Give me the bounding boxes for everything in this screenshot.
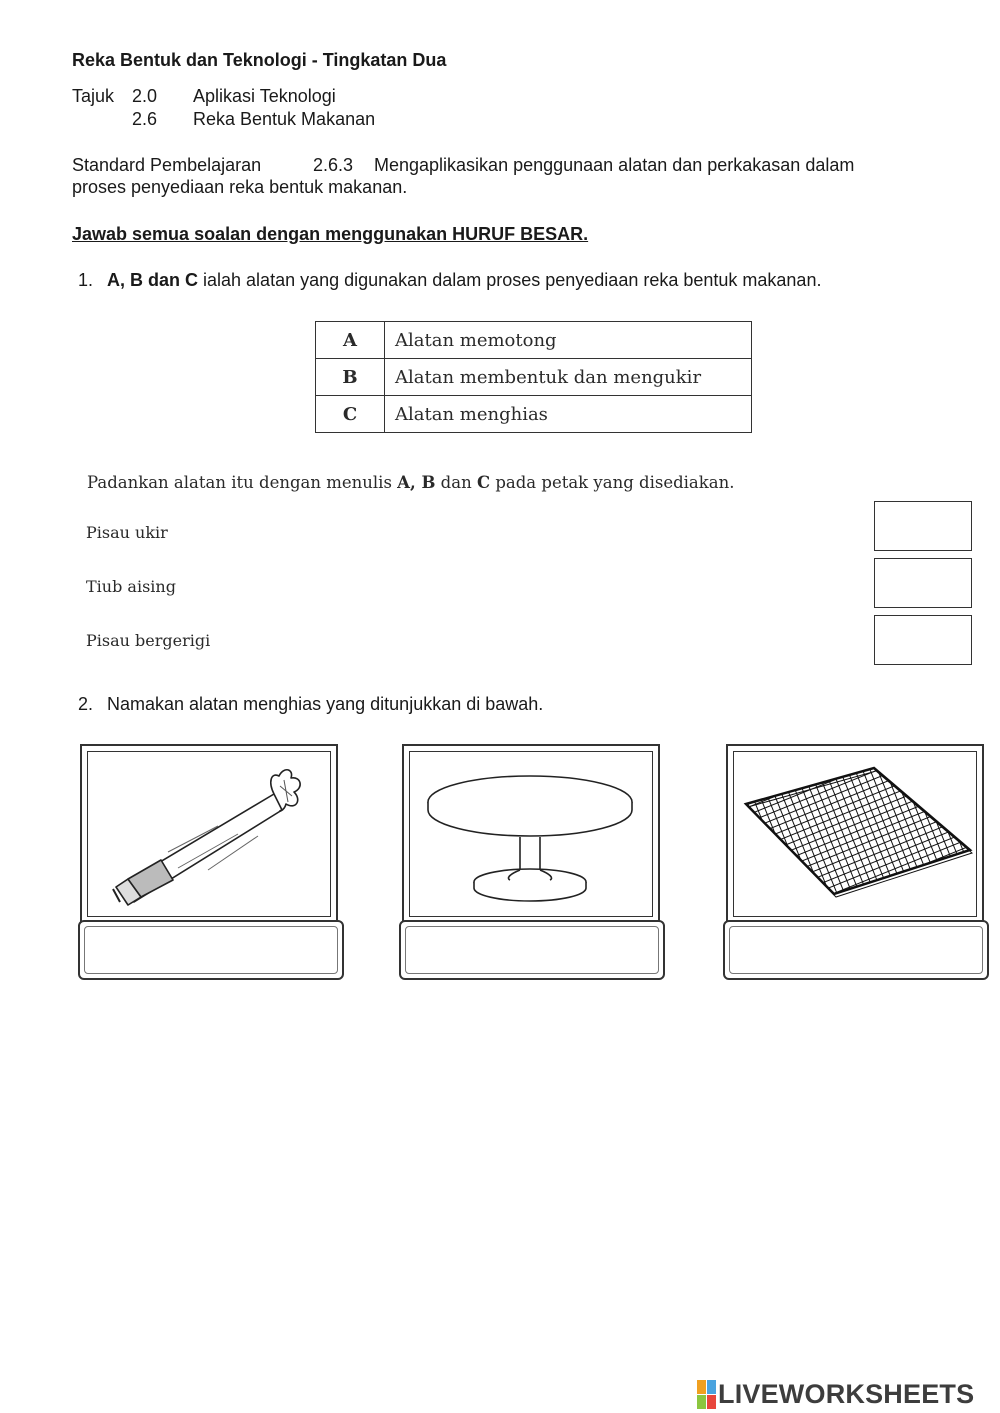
match-instruction-part: dan — [435, 473, 477, 492]
q1-number: 1. — [78, 270, 94, 290]
standard-label: Standard Pembelajaran — [72, 155, 262, 175]
standard-text-line1: Mengaplikasikan penggunaan alatan dan perkakasan dalam — [374, 155, 855, 175]
standard-text-line2: proses penyediaan reka bentuk makanan. — [72, 177, 408, 197]
answer-box-tiub-aising[interactable] — [874, 558, 972, 608]
answer-box-pisau-bergerigi[interactable] — [874, 615, 972, 665]
match-item-pisau-bergerigi: Pisau bergerigi — [86, 631, 211, 650]
topic-text: Aplikasi Teknologi — [193, 86, 336, 106]
match-item-tiub-aising: Tiub aising — [86, 577, 176, 596]
page-title: Reka Bentuk dan Teknologi - Tingkatan Dua — [72, 50, 447, 70]
image-frame-1 — [80, 744, 338, 924]
match-instruction — [87, 473, 734, 492]
image-panel-1 — [87, 751, 331, 917]
match-item-pisau-ukir: Pisau ukir — [86, 523, 168, 542]
answer-input-3[interactable] — [723, 920, 989, 980]
instruction: Jawab semua soalan dengan menggunakan HURUF BESAR. — [72, 224, 589, 244]
topic-label: Tajuk — [72, 86, 115, 106]
answer-input-1[interactable] — [78, 920, 344, 980]
subtopic-number: 2.6 — [132, 109, 158, 129]
table-key: B — [316, 359, 385, 396]
cake-stand-icon — [410, 752, 650, 912]
q2-text: Namakan alatan menghias yang ditunjukkan di bawah. — [107, 694, 544, 714]
table-key: A — [316, 322, 385, 359]
answer-box-pisau-ukir[interactable] — [874, 501, 972, 551]
table-row — [316, 322, 752, 359]
answer-input-2[interactable] — [399, 920, 665, 980]
image-frame-2 — [402, 744, 660, 924]
topic-number: 2.0 — [132, 86, 158, 106]
q1-question — [107, 269, 821, 291]
table-key: C — [316, 396, 385, 433]
liveworksheets-logo — [697, 1379, 974, 1409]
subtopic-text: Reka Bentuk Makanan — [193, 109, 376, 129]
match-instruction-part: Padankan alatan itu dengan menulis — [87, 473, 398, 492]
logo-mark-icon — [697, 1380, 716, 1409]
match-instruction-part: pada petak yang disediakan. — [490, 473, 735, 492]
match-instruction-bold: C — [476, 473, 491, 492]
image-panel-3 — [733, 751, 977, 917]
brand-name: LIVEWORKSHEETS — [718, 1378, 975, 1409]
piping-bag-icon — [88, 752, 328, 912]
table-row — [316, 396, 752, 433]
table-value: Alatan memotong — [385, 322, 752, 359]
image-frame-3 — [726, 744, 984, 924]
tool-category-table — [315, 321, 752, 433]
q1-text: ialah alatan yang digunakan dalam proses penyediaan reka bentuk makanan. — [198, 270, 822, 290]
q1-bold-lead: A, B dan C — [107, 270, 199, 290]
table-value: Alatan membentuk dan mengukir — [385, 359, 752, 396]
q2-number: 2. — [78, 694, 94, 714]
standard-number: 2.6.3 — [313, 155, 354, 175]
cooling-rack-icon — [734, 752, 974, 912]
table-value: Alatan menghias — [385, 396, 752, 433]
table-row — [316, 359, 752, 396]
match-instruction-bold: A, B — [397, 473, 436, 492]
image-panel-2 — [409, 751, 653, 917]
